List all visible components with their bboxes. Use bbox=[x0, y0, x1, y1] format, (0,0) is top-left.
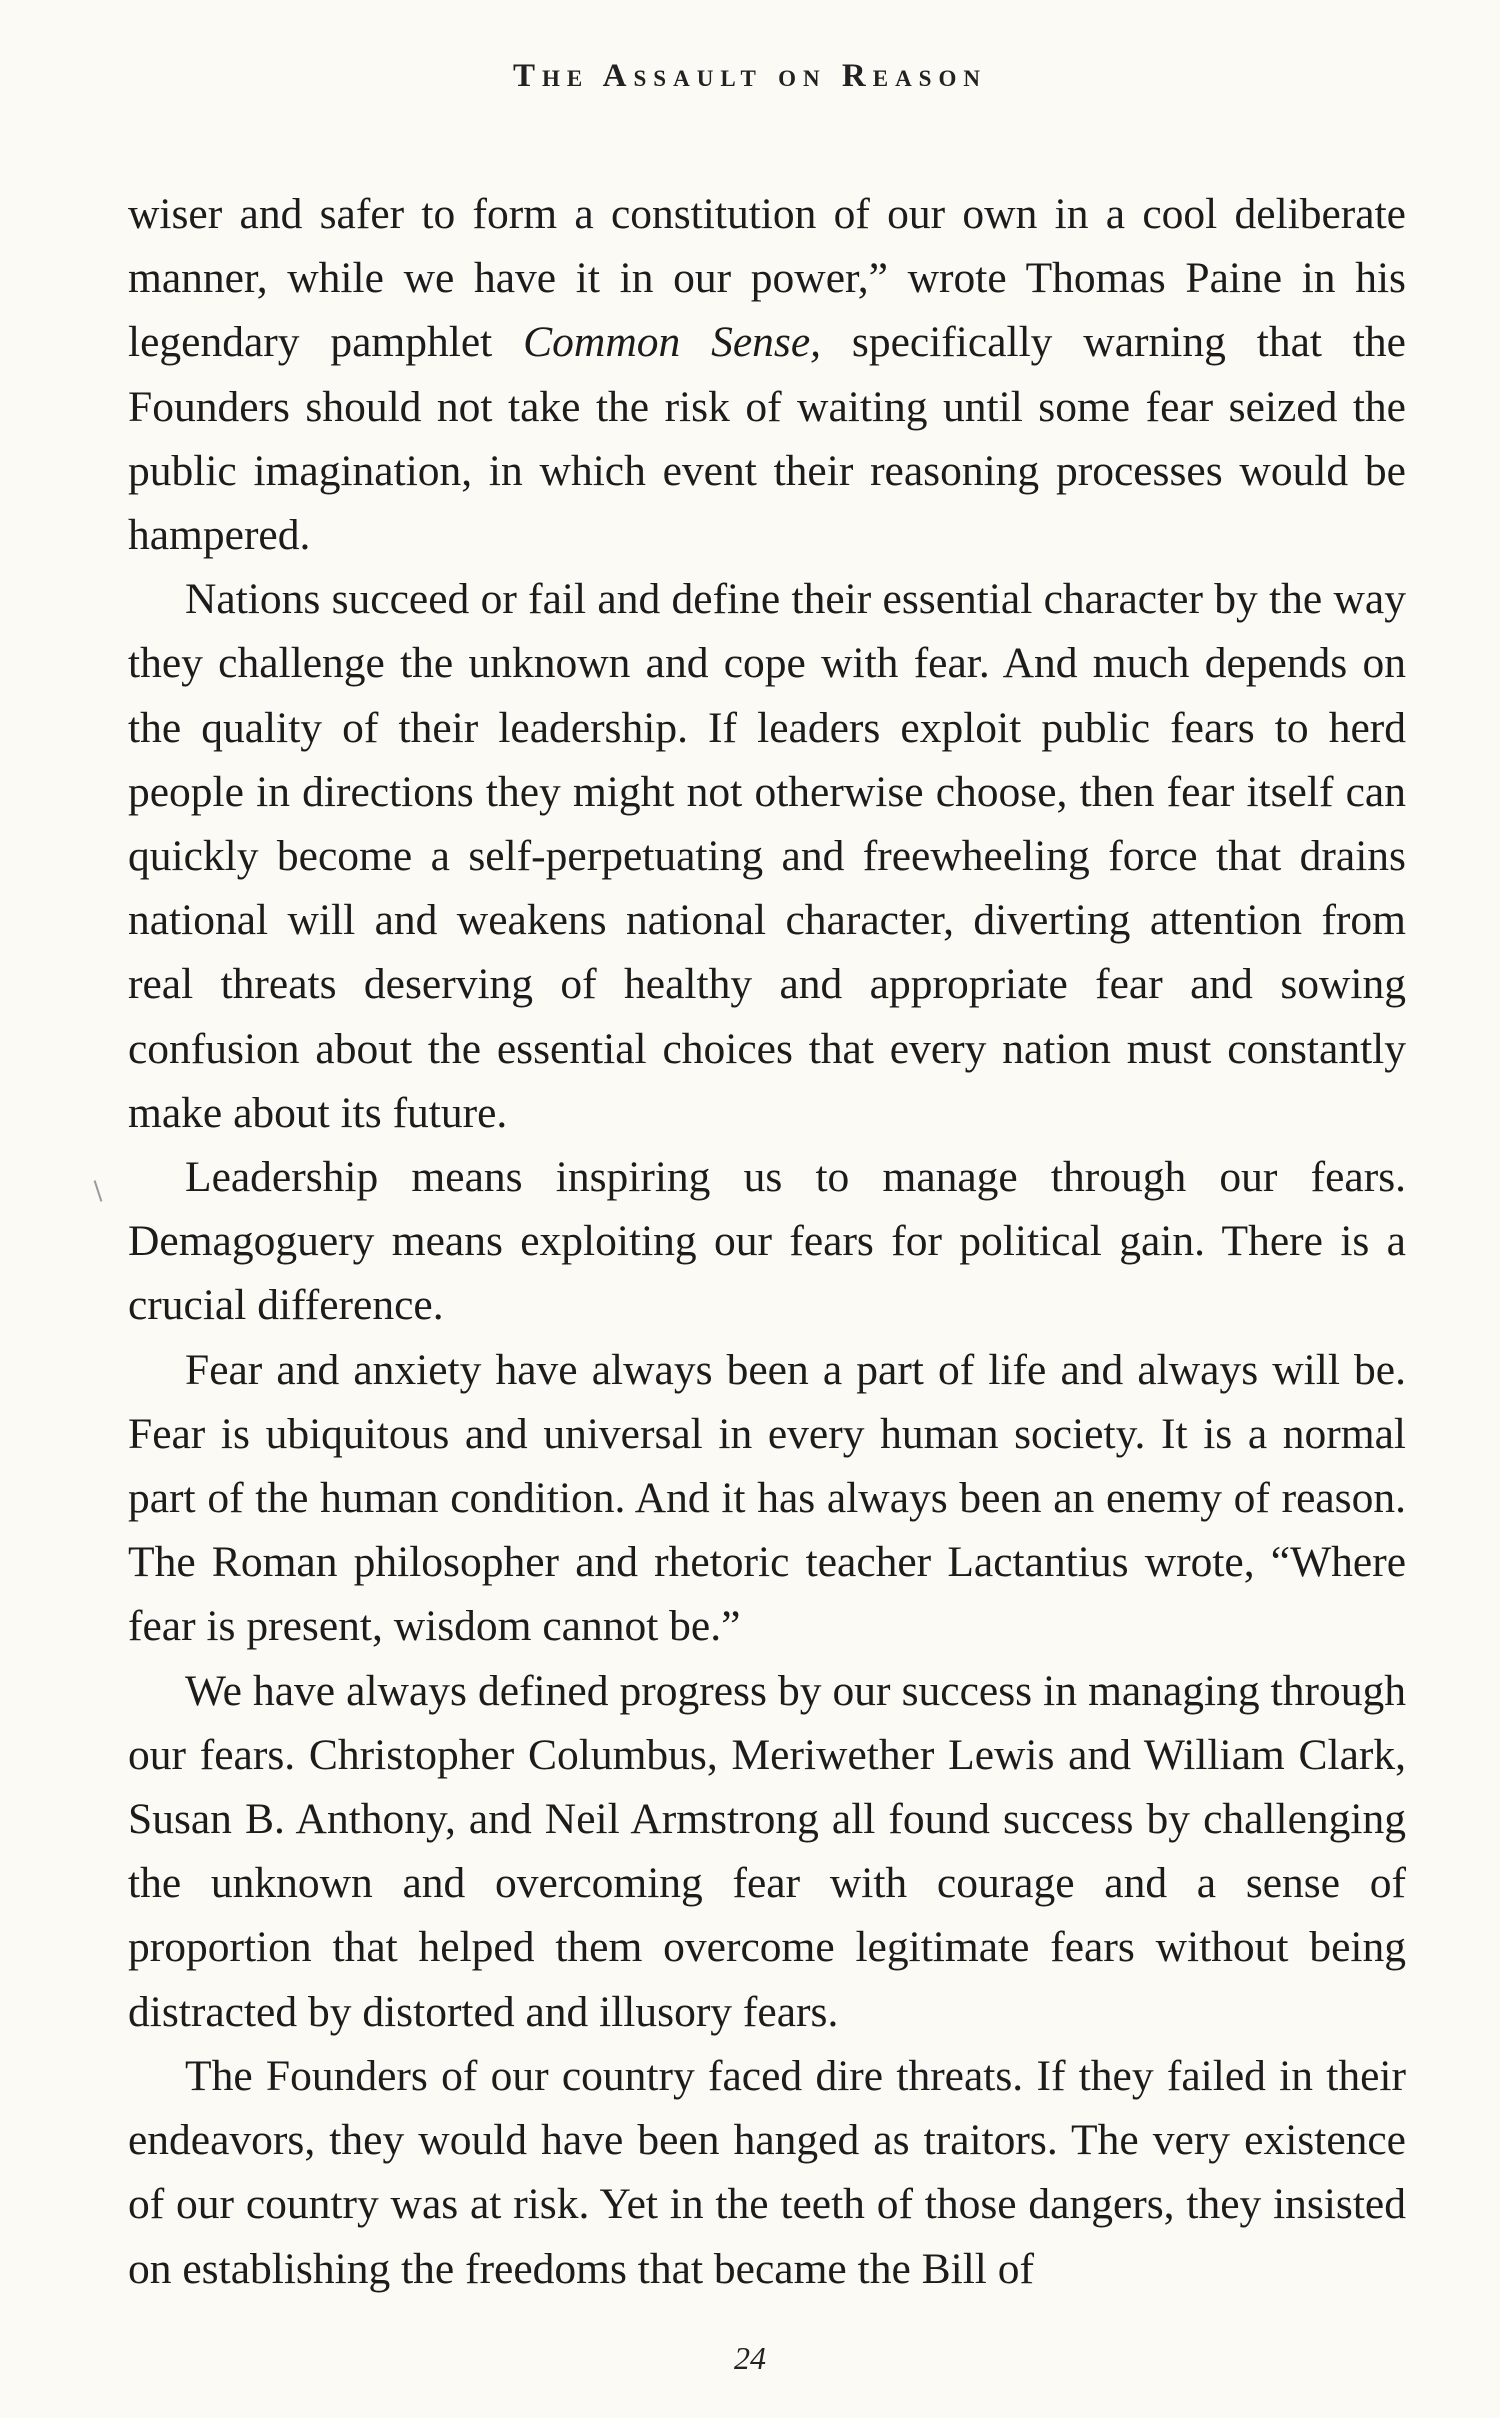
paragraph: Leadership means inspiring us to manage through our fears. Demagoguery means exploiting our fears for political gain. There is a crucial difference. bbox=[128, 1153, 1406, 1330]
paragraph: Nations succeed or fail and define their essential character by the way they challenge the unknown and cope with fear. And much depends on the quality of their leadership. If leaders exploit public fears to herd people in directions they might not otherwise choose, then fear itself can quickly become a self-perpetuating and freewheeling force that drains national will and weakens national character, diverting attention from real threats deserving of healthy and appropriate fear and sowing confusion about the essential choices that every nation must constantly make about its future. bbox=[128, 575, 1406, 1137]
running-head: The Assault on Reason bbox=[513, 58, 987, 94]
paragraph bbox=[128, 182, 1406, 567]
body-text bbox=[128, 182, 1406, 2301]
margin-mark bbox=[94, 1180, 103, 1202]
paragraph: Fear and anxiety have always been a part of life and always will be. Fear is ubiquitous and universal in every human society. It is a normal part of the human condition. And it has always been an enemy of reason. The Roman philosopher and rhetoric teacher Lactantius wrote, “Where fear is present, wisdom cannot be.” bbox=[128, 1345, 1406, 1651]
page-number: 24 bbox=[734, 2340, 766, 2376]
paragraph: The Founders of our country faced dire threats. If they failed in their endeavors, they would have been hanged as traitors. The very existence of our country was at risk. Yet in the teeth of those dangers, they insisted on establishing the freedoms that became the Bill of bbox=[128, 2051, 1406, 2293]
paragraph-text: specifically warning that the Founders should not take the risk of waiting until some fear seized the public imagination, in which event their reasoning processes would be hampered. bbox=[128, 318, 1406, 560]
paragraph-text: wiser and safer to form a constitution of our own in a cool deliberate manner, while we have it in our power,” wrote Thomas Paine in his legendary pamphlet bbox=[128, 190, 1406, 367]
paragraph: We have always defined progress by our success in managing through our fears. Christopher Columbus, Meriwether Lewis and William Clark, Susan B. Anthony, and Neil Armstrong all found success by challenging the unknown and overcoming fear with courage and a sense of proportion that helped them overcome legitimate fears without being distracted by distorted and illusory fears. bbox=[128, 1666, 1406, 2036]
book-title: Common Sense, bbox=[523, 318, 822, 367]
